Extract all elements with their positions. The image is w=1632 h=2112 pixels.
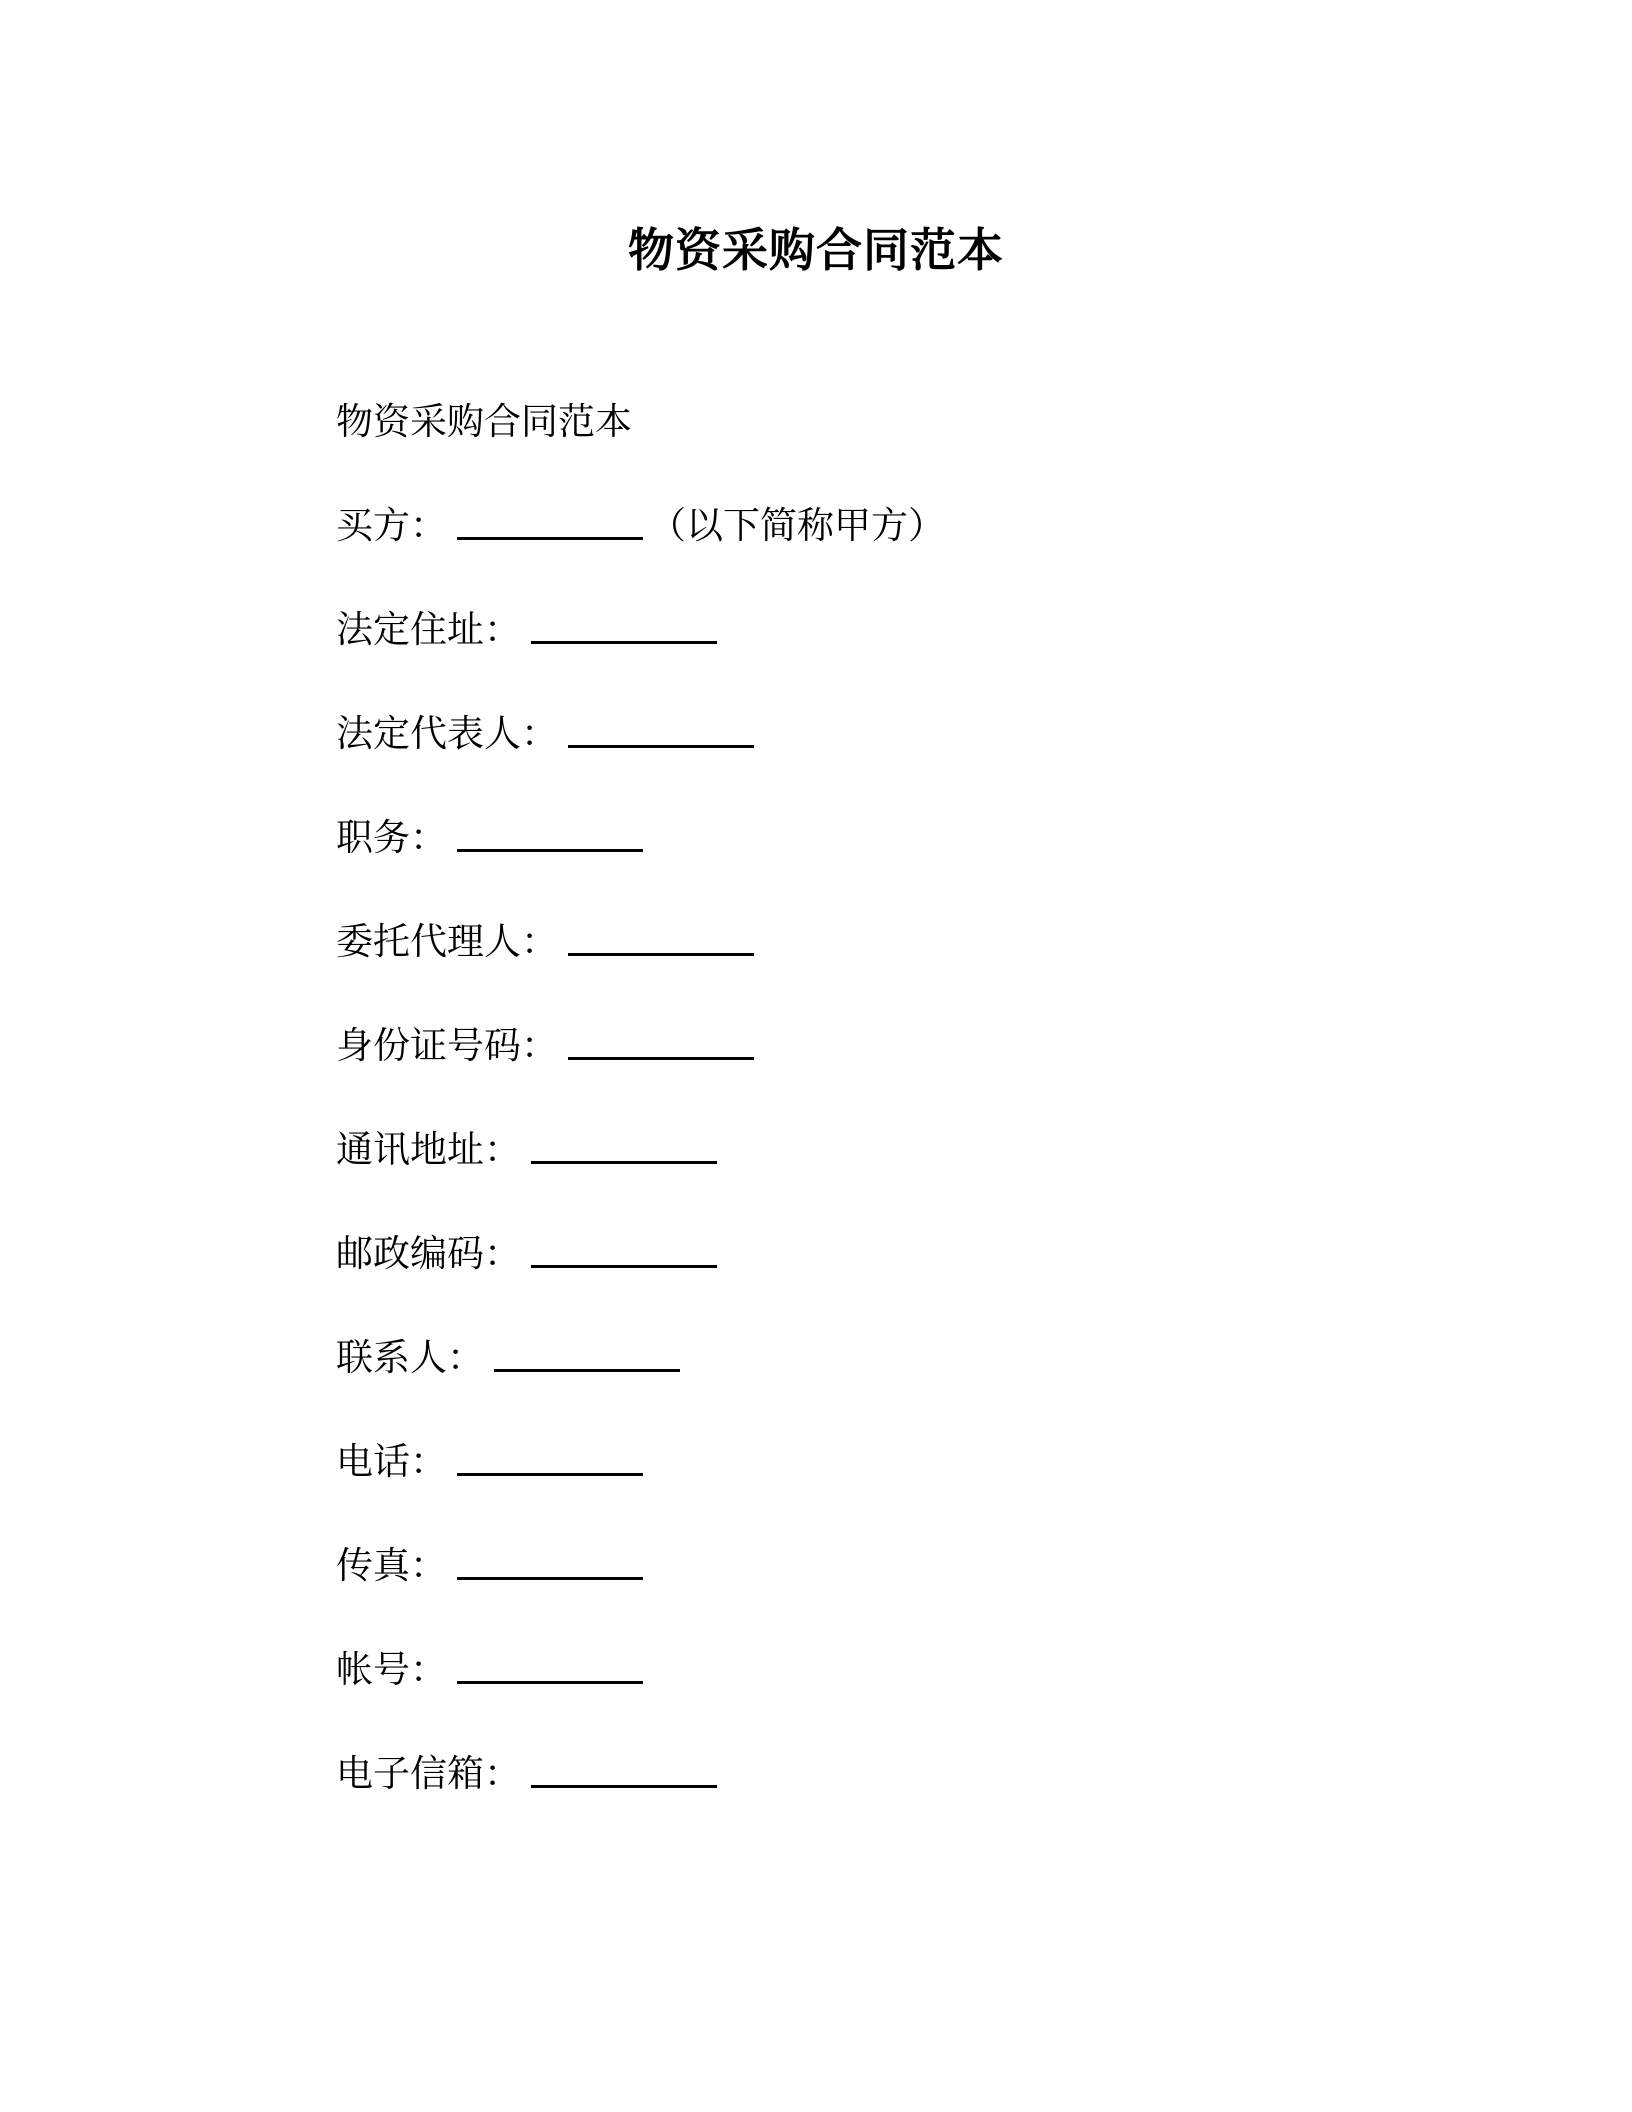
field-label: 买方： (336, 504, 447, 547)
field-fax (336, 1540, 1336, 1592)
field-label: 电话： (336, 1440, 447, 1483)
fill-in-blank[interactable] (457, 819, 643, 852)
fill-in-blank[interactable] (457, 507, 643, 540)
field-position (336, 812, 1336, 864)
field-email (336, 1748, 1336, 1800)
field-postal-code (336, 1228, 1336, 1280)
fill-in-blank[interactable] (457, 1547, 643, 1580)
field-label: 委托代理人： (336, 920, 558, 963)
field-label: 法定住址： (336, 608, 521, 651)
fill-in-blank[interactable] (531, 1131, 717, 1164)
document-body (336, 396, 1336, 1852)
field-legal-representative (336, 708, 1336, 760)
field-mailing-address (336, 1124, 1336, 1176)
field-label: 帐号： (336, 1648, 447, 1691)
field-label: 身份证号码： (336, 1024, 558, 1067)
field-label: 法定代表人： (336, 712, 558, 755)
fill-in-blank[interactable] (568, 923, 754, 956)
fill-in-blank[interactable] (531, 611, 717, 644)
document-title: 物资采购合同范本 (628, 223, 1004, 277)
fill-in-blank[interactable] (494, 1339, 680, 1372)
field-label: 联系人： (336, 1336, 484, 1379)
field-buyer (336, 500, 1336, 552)
field-account (336, 1644, 1336, 1696)
fill-in-blank[interactable] (531, 1235, 717, 1268)
field-authorized-agent (336, 916, 1336, 968)
field-label: 职务： (336, 816, 447, 859)
field-label: 电子信箱： (336, 1752, 521, 1795)
fill-in-blank[interactable] (568, 1027, 754, 1060)
field-legal-address (336, 604, 1336, 656)
field-label: 传真： (336, 1544, 447, 1587)
fill-in-blank[interactable] (568, 715, 754, 748)
field-label: 通讯地址： (336, 1128, 521, 1171)
field-phone (336, 1436, 1336, 1488)
field-label: 邮政编码： (336, 1232, 521, 1275)
fill-in-blank[interactable] (457, 1651, 643, 1684)
field-contact-person (336, 1332, 1336, 1384)
document-subtitle: 物资采购合同范本 (336, 400, 632, 443)
fill-in-blank[interactable] (457, 1443, 643, 1476)
fill-in-blank[interactable] (531, 1755, 717, 1788)
field-id-number (336, 1020, 1336, 1072)
field-suffix: （以下简称甲方） (649, 504, 945, 547)
